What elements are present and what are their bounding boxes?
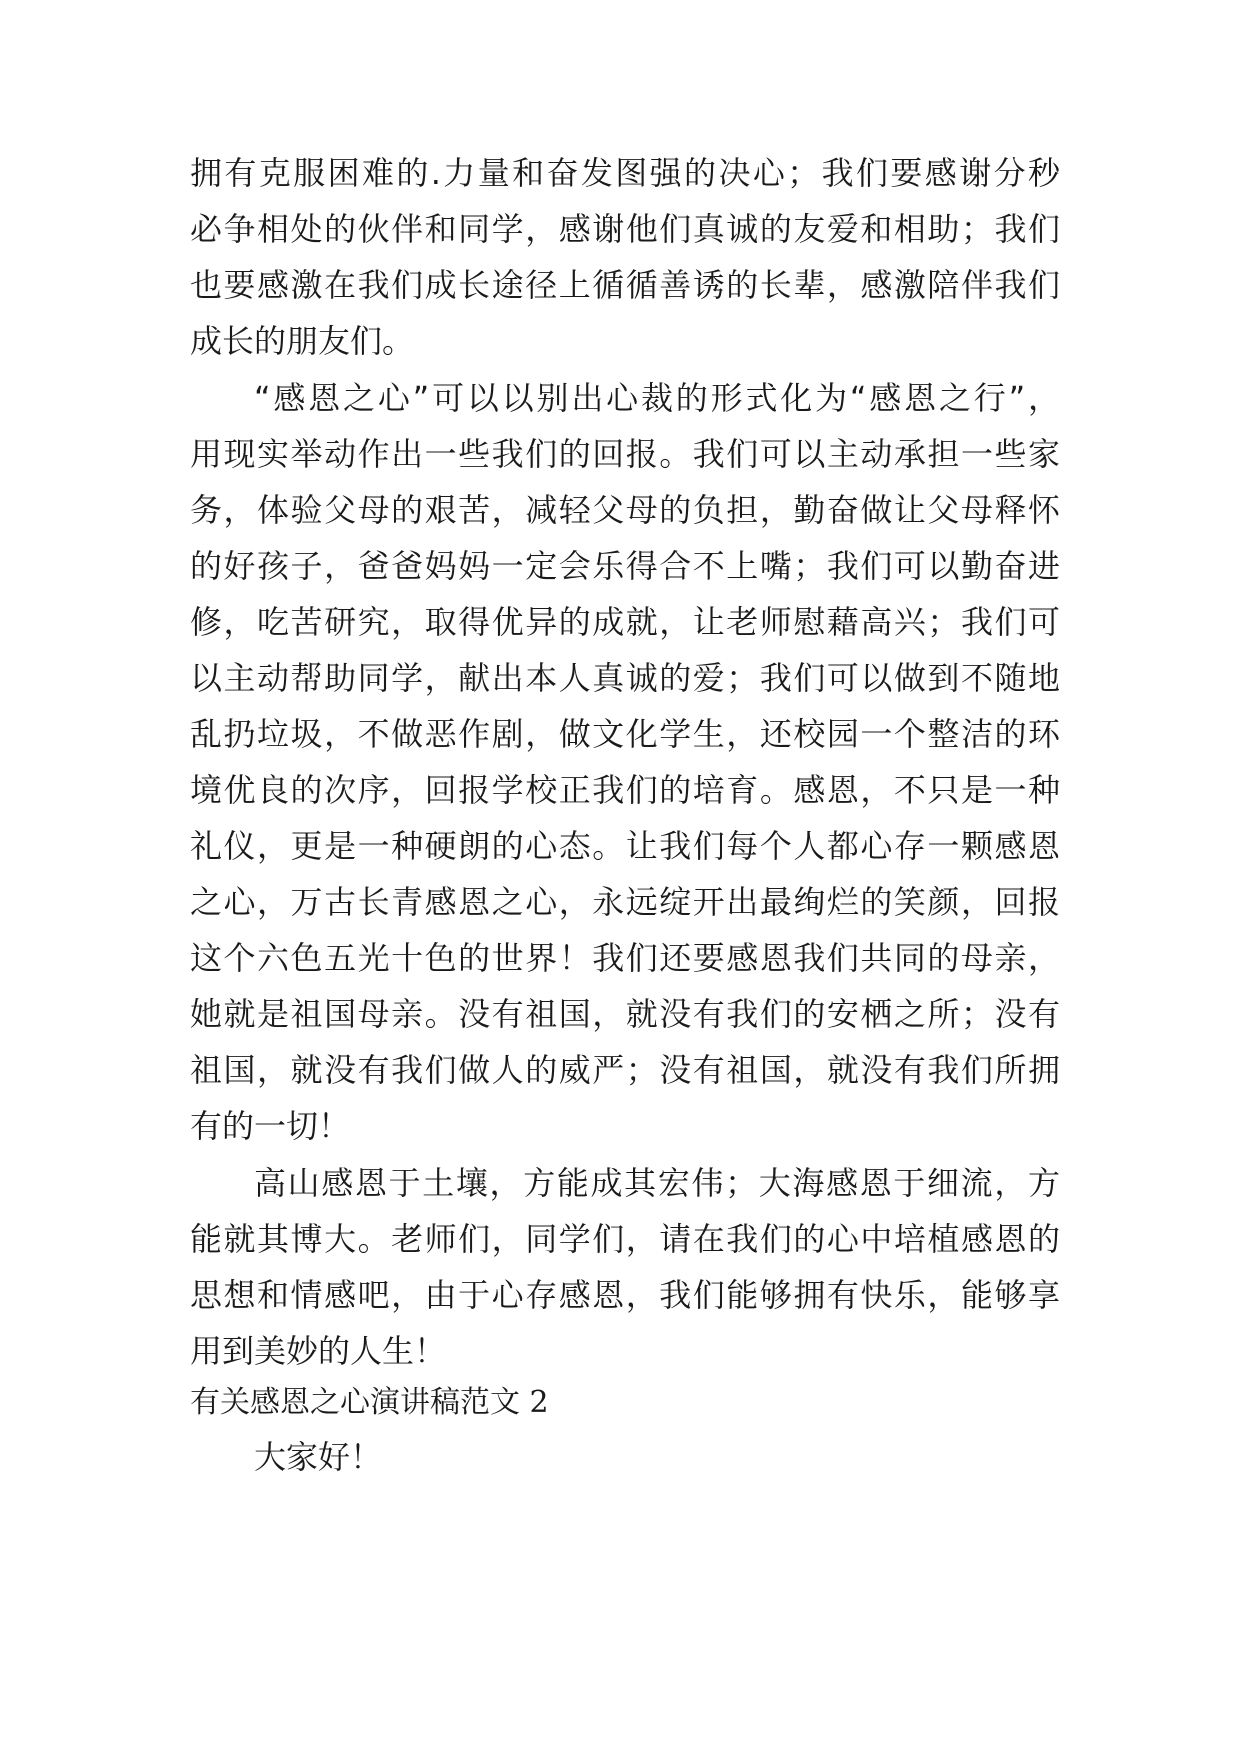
- text-line-9: 修，吃苦研究，取得优异的成就，让老师慰藉高兴；我们可: [190, 603, 1060, 641]
- text-line-16: 她就是祖国母亲。没有祖国，就没有我们的安栖之所；没有: [190, 995, 1060, 1033]
- text-line-22: 用到美妙的人生！: [190, 1332, 447, 1370]
- text-line-3: 也要感激在我们成长途径上循循善诱的长辈，感激陪伴我们: [190, 266, 1060, 304]
- text-line-6: 用现实举动作出一些我们的回报。我们可以主动承担一些家: [190, 435, 1060, 473]
- text-line-20: 能就其博大。老师们，同学们，请在我们的心中培植感恩的: [190, 1220, 1060, 1258]
- paragraph-start-line: “感恩之心”可以以别出心裁的形式化为“感恩之行”，: [254, 379, 1060, 417]
- paragraph-start-line: 高山感恩于土壤，方能成其宏伟；大海感恩于细流，方: [254, 1164, 1060, 1202]
- text-line-8: 的好孩子，爸爸妈妈一定会乐得合不上嘴；我们可以勤奋进: [190, 547, 1060, 585]
- text-line-15: 这个六色五光十色的世界！我们还要感恩我们共同的母亲，: [190, 939, 1060, 977]
- greeting-line: 大家好！: [254, 1438, 383, 1476]
- text-line-11: 乱扔垃圾，不做恶作剧，做文化学生，还校园一个整洁的环: [190, 715, 1060, 753]
- text-line-14: 之心，万古长青感恩之心，永远绽开出最绚烂的笑颜，回报: [190, 883, 1060, 921]
- text-line-21: 思想和情感吧，由于心存感恩，我们能够拥有快乐，能够享: [190, 1276, 1060, 1314]
- text-line-18: 有的一切！: [190, 1107, 351, 1145]
- text-line-10: 以主动帮助同学，献出本人真诚的爱；我们可以做到不随地: [190, 659, 1060, 697]
- text-line-7: 务，体验父母的艰苦，减轻父母的负担，勤奋做让父母释怀: [190, 491, 1060, 529]
- section-heading: 有关感恩之心演讲稿范文 2: [190, 1385, 549, 1420]
- text-line-4: 成长的朋友们。: [190, 322, 415, 360]
- text-line-2: 必争相处的伙伴和同学，感谢他们真诚的友爱和相助；我们: [190, 210, 1060, 248]
- text-line-1: 拥有克服困难的.力量和奋发图强的决心；我们要感谢分秒: [190, 154, 1060, 192]
- text-line-17: 祖国，就没有我们做人的威严；没有祖国，就没有我们所拥: [190, 1051, 1060, 1089]
- text-line-12: 境优良的次序，回报学校正我们的培育。感恩，不只是一种: [190, 771, 1060, 809]
- text-line-13: 礼仪，更是一种硬朗的心态。让我们每个人都心存一颗感恩: [190, 827, 1060, 865]
